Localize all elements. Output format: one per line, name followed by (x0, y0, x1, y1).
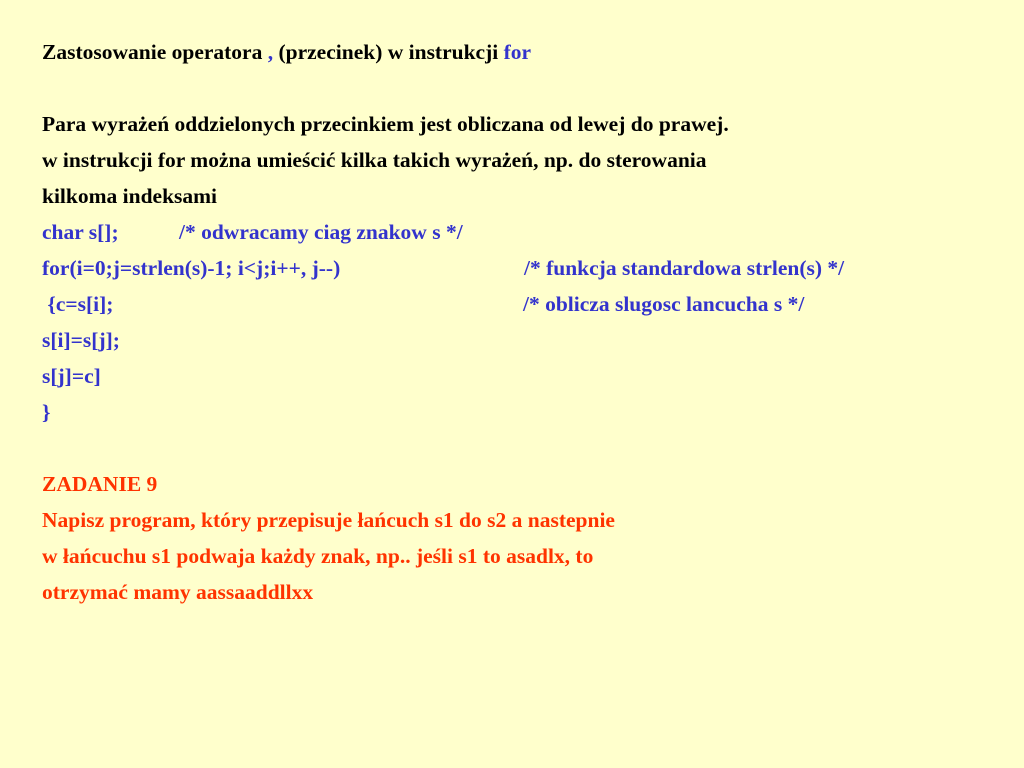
paragraph-line-2: w instrukcji for można umieścić kilka takich wyrażeń, np. do sterowania (42, 148, 707, 172)
spacer (42, 430, 1002, 466)
code-line-3 (42, 286, 1002, 322)
slide-heading (42, 34, 1002, 70)
heading-text-2: (przecinek) w instrukcji (273, 40, 504, 64)
code-line-6: } (42, 400, 51, 424)
task-title: ZADANIE 9 (42, 472, 158, 496)
paragraph-line-1: Para wyrażeń oddzielonych przecinkiem jest obliczana od lewej do prawej. (42, 112, 729, 136)
code-line-4: s[i]=s[j]; (42, 328, 120, 352)
code-line-5: s[j]=c] (42, 364, 101, 388)
code-line-1 (42, 214, 1002, 250)
heading-keyword: for (503, 40, 532, 64)
code-statement: {c=s[i]; (42, 292, 114, 316)
code-comment: /* funkcja standardowa strlen(s) */ (524, 256, 845, 280)
code-statement: char s[]; (42, 220, 119, 244)
spacer (42, 70, 1002, 106)
task-line-1: Napisz program, który przepisuje łańcuch s1 do s2 a nastepnie (42, 508, 615, 532)
code-comment: /* odwracamy ciag znakow s */ (179, 220, 463, 244)
task-line-3: otrzymać mamy aassaaddllxx (42, 580, 314, 604)
heading-comma: , (267, 40, 274, 64)
task-line-2: w łańcuchu s1 podwaja każdy znak, np.. jeśli s1 to asadlx, to (42, 544, 594, 568)
heading-text-1: Zastosowanie operatora (42, 40, 268, 64)
code-line-2 (42, 250, 1002, 286)
paragraph-line-3: kilkoma indeksami (42, 184, 218, 208)
slide-content (42, 34, 1002, 610)
code-comment: /* oblicza slugosc lancucha s */ (523, 292, 805, 316)
code-statement: for(i=0;j=strlen(s)-1; i<j;i++, j--) (42, 256, 341, 280)
